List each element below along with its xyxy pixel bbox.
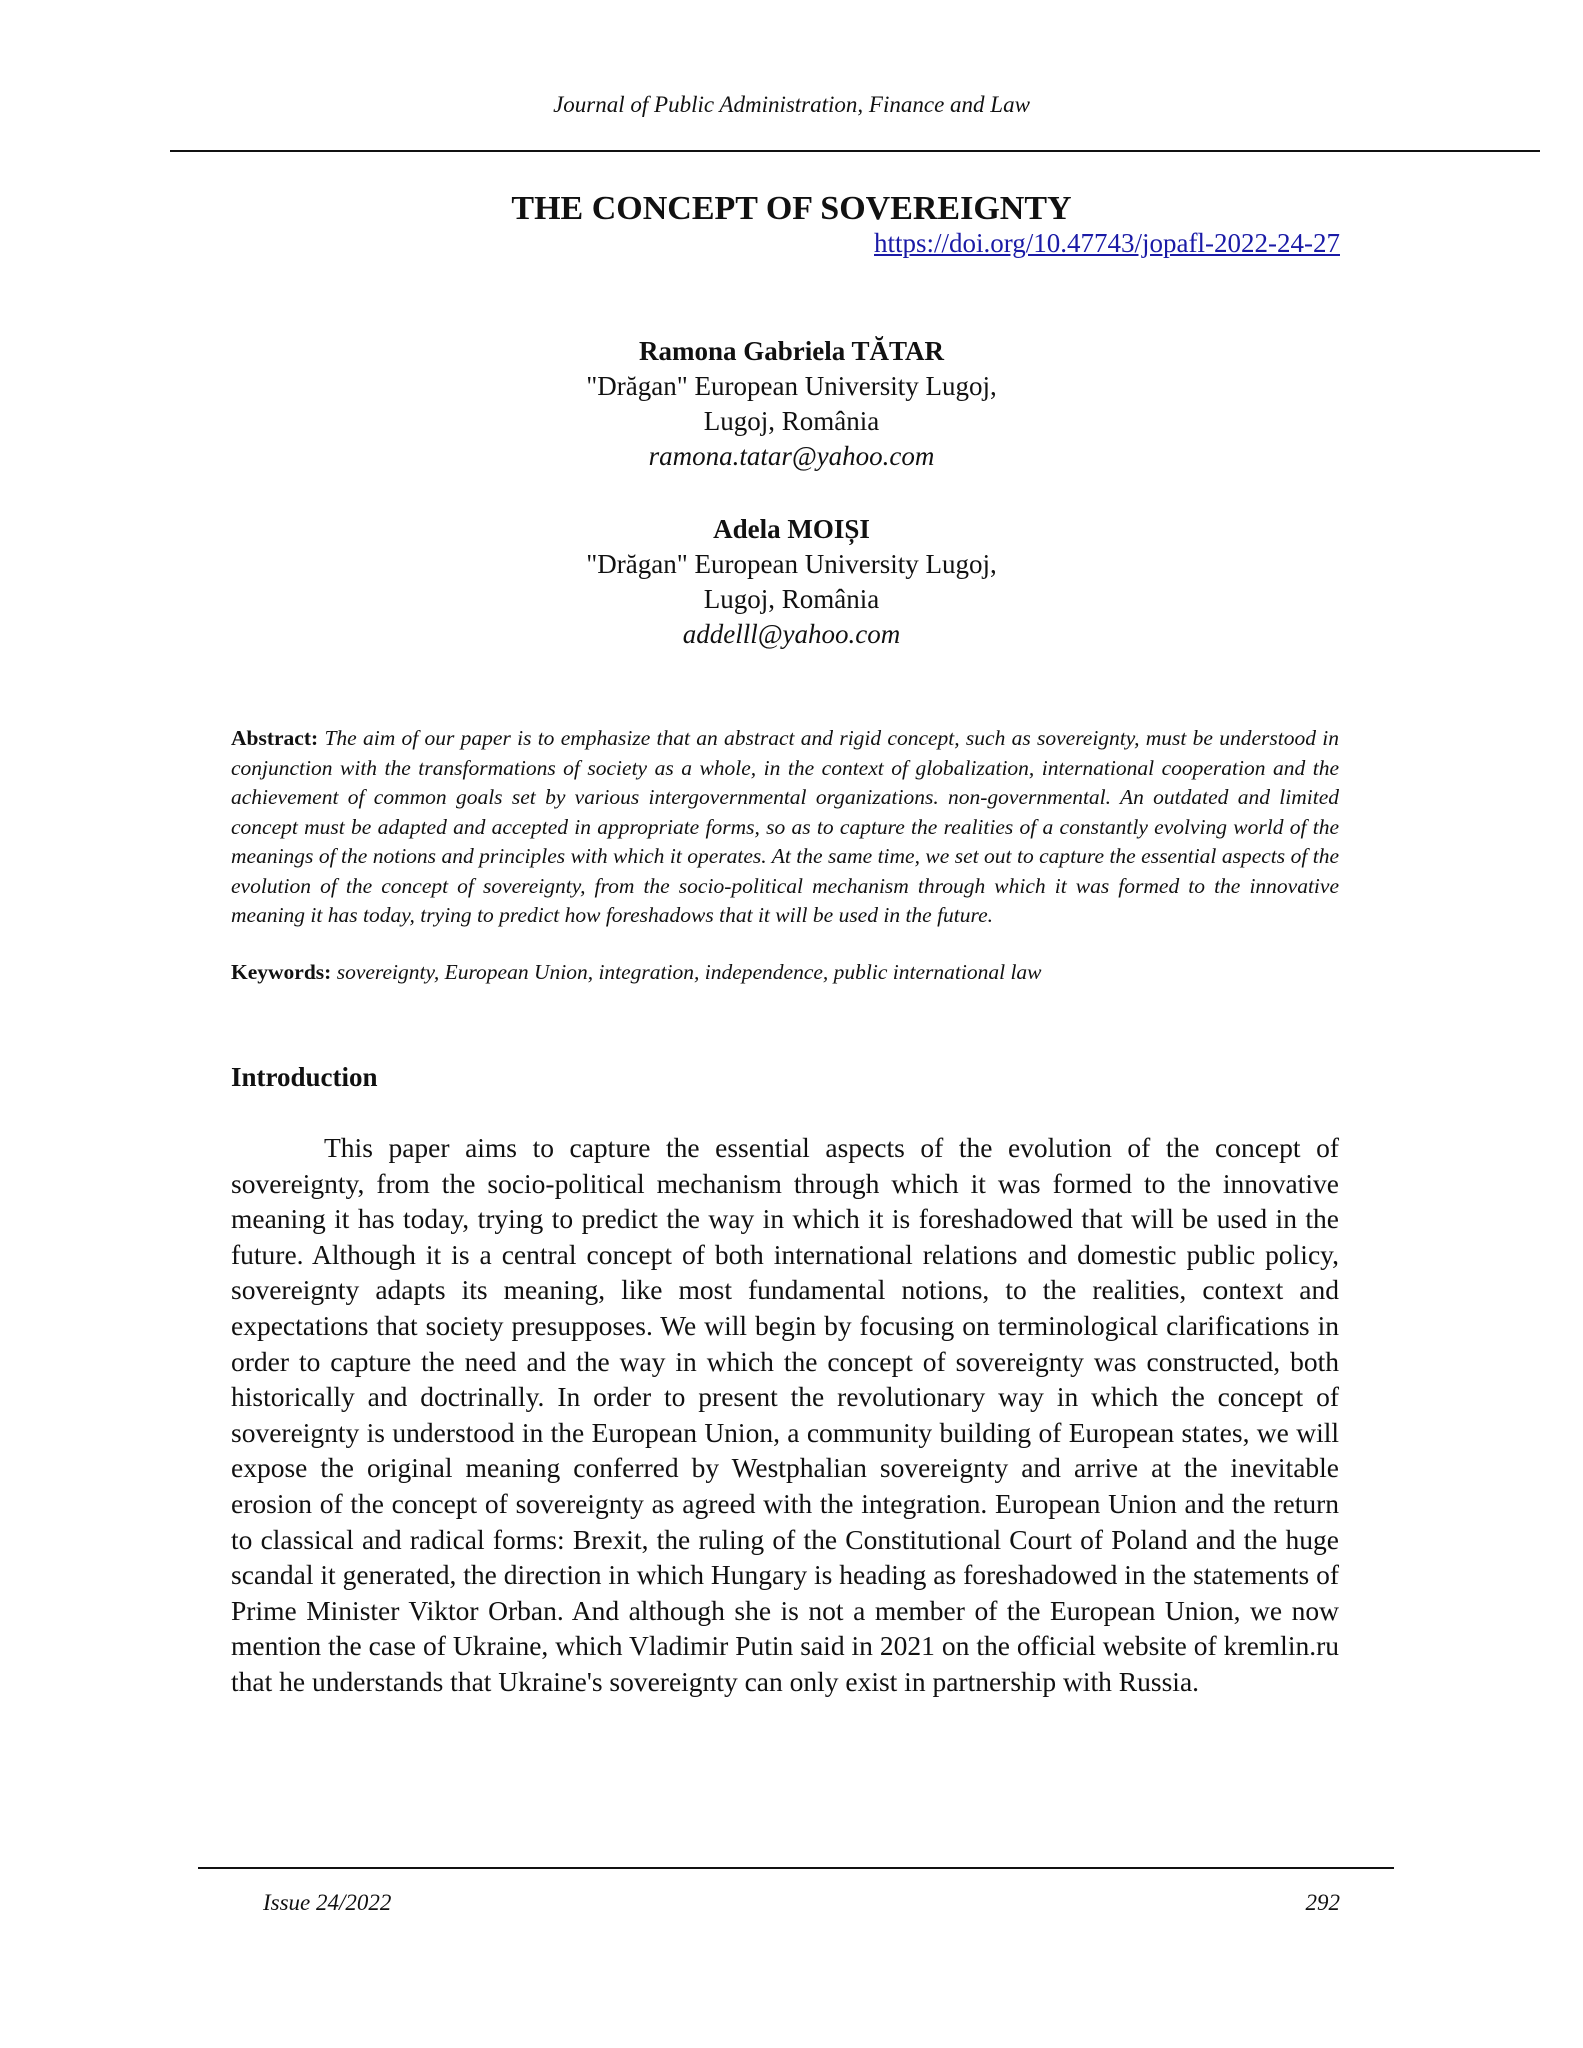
author-affiliation: "Drăgan" European University Lugoj, [586,371,997,401]
author-name: Adela MOIȘI [713,514,870,544]
author-email: ramona.tatar@yahoo.com [648,441,935,471]
introduction-paragraph: This paper aims to capture the essential aspects of the evolution of the concept of sovereignty, from the socio-political mechanism through which it was formed to the innovative meaning it has today, trying to predict the way in which it is foreshadowed that will be used in the future. Although it is a central concept of both international relations and domestic public policy, sovereignty adapts its meaning, like most fundamental notions, to the realities, context and expectations that society presupposes. We will begin by focusing on terminological clarifications in order to capture the need and the way in which the concept of sovereignty was constructed, both historically and doctrinally. In order to present the revolutionary way in which the concept of sovereignty is understood in the European Union, a community building of European states, we will expose the original meaning conferred by Westphalian sovereignty and arrive at the inevitable erosion of the concept of sovereignty as agreed with the integration. European Union and the return to classical and radical forms: Brexit, the ruling of the Constitutional Court of Poland and the huge scandal it generated, the direction in which Hungary is heading as foreshadowed in the statements of Prime Minister Viktor Orban. And although she is not a member of the European Union, we now mention the case of Ukraine, which Vladimir Putin said in 2021 on the official website of kremlin.ru that he understands that Ukraine's sovereignty can only exist in partnership with Russia. [231,1132,1339,1697]
header-divider [170,150,1540,152]
author-location: Lugoj, România [703,406,880,436]
abstract [231,724,1339,931]
keywords [231,958,1339,988]
keywords-label: Keywords: [231,960,332,984]
section-heading-introduction: Introduction [231,1062,378,1092]
paper-title: THE CONCEPT OF SOVEREIGNTY [511,190,1072,227]
keywords-text: sovereignty, European Union, integration, independence, public international law [336,960,1042,984]
author-name: Ramona Gabriela TĂTAR [638,336,944,366]
page-number: 292 [1305,1890,1340,1915]
footer-issue: Issue 24/2022 [263,1890,392,1915]
author-block [0,512,1583,652]
author-location: Lugoj, România [703,584,880,614]
author-affiliation: "Drăgan" European University Lugoj, [586,549,997,579]
author-email: addelll@yahoo.com [682,619,901,649]
doi-link[interactable]: https://doi.org/10.47743/jopafl-2022-24-27 [874,228,1340,258]
author-block [0,334,1583,474]
abstract-label: Abstract: [231,726,319,750]
footer-divider [198,1867,1394,1869]
journal-header: Journal of Public Administration, Finance and Law [553,92,1030,117]
abstract-text: The aim of our paper is to emphasize that an abstract and rigid concept, such as sovereignty, must be understood in conjunction with the transformations of society as a whole, in the context of globalization, international cooperation and the achievement of common goals set by various intergovernmental organizations. non-governmental. An outdated and limited concept must be adapted and accepted in appropriate forms, so as to capture the realities of a constantly evolving world of the meanings of the notions and principles with which it operates. At the same time, we set out to capture the essential aspects of the evolution of the concept of sovereignty, from the socio-political mechanism through which it was formed to the innovative meaning it has today, trying to predict how foreshadows that it will be used in the future. [231,726,1339,927]
